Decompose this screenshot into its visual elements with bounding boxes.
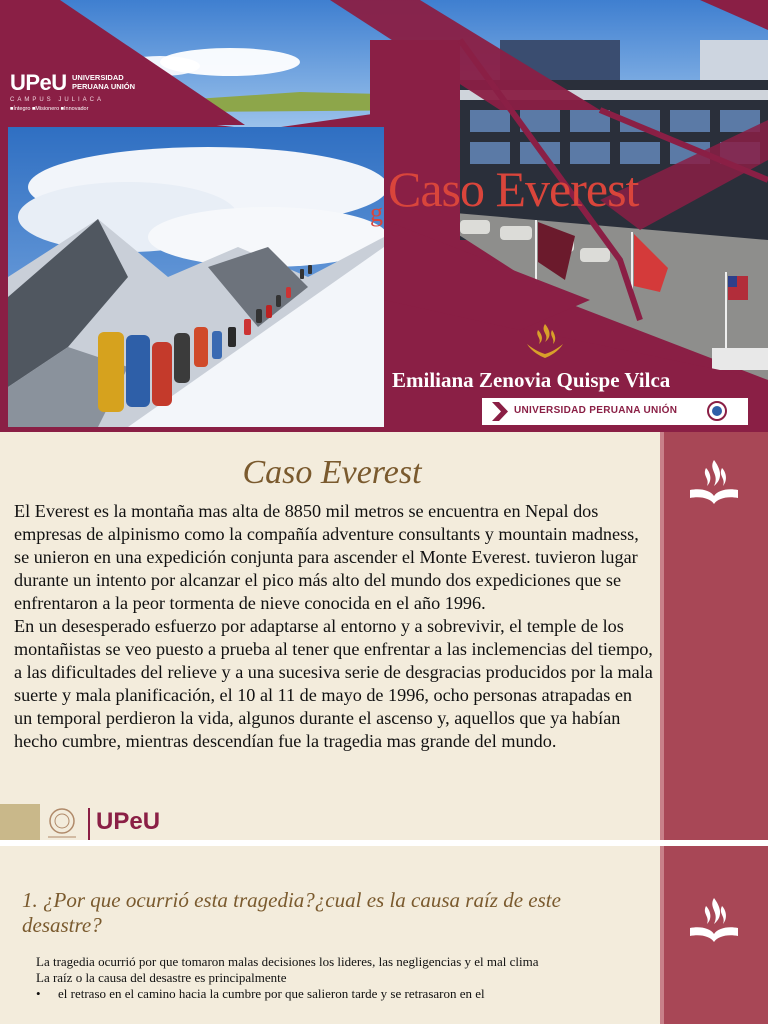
upeu-logo [10, 70, 140, 120]
title-prefix-glyph: g [370, 198, 383, 227]
logo-wordmark: UPeU [10, 70, 67, 95]
university-seal-icon [42, 806, 82, 840]
flame-book-logo-icon [686, 896, 742, 946]
paragraph-1: El Everest es la montaña mas alta de 8850 mil metros se encuentra en Nepal dos empresas de alpinismo como la compañía adventure consultants y mountain madness, se unieron en una expedición conjunta para ascender el Monte Everest. tuvieron lugar durante un intento por alcanzar el pico más alto del mundo dos expediciones que se enfrentaron a la peor tormenta de nieve conocida en el año 1996. [14, 501, 639, 613]
footer-divider [88, 808, 90, 840]
logo-values: ■Íntegro ■Misionero ■Innovador [10, 106, 89, 112]
question-slide [0, 846, 768, 1024]
presentation-title: Caso Everest [388, 161, 639, 217]
case-description [14, 500, 654, 753]
university-banner [482, 398, 748, 425]
bullet-marker: • [36, 986, 41, 1001]
logo-campus: CAMPUS JULIACA [10, 97, 105, 103]
chevron-right-icon [490, 402, 510, 421]
title-slide [0, 0, 768, 432]
question-heading: 1. ¿Por que ocurrió esta tragedia?¿cual es la causa raíz de este desastre? [22, 888, 561, 937]
paragraph-2: En un desesperado esfuerzo por adaptarse al entorno y a sobrevivir, el temple de los montañistas se veo puesto a prueba al tener que enfrentar a las inclemencias del tiempo, a las dificultades del relieve y a una sucesiva serie de desgracias producidos por la mala suerte y mala planificación, el 10 al 11 de mayo de 1996, ocho personas atrapadas en un temporal perdieron la vida, algunos durante el ascenso y, aquellos que ya habían hecho cumbre, mientras descendían fue la tragedia mas grande del mundo. [14, 616, 653, 751]
content-slide [0, 432, 768, 840]
author-name: Emiliana Zenovia Quispe Vilca [392, 368, 671, 392]
footer-wordmark: UPeU [96, 808, 161, 835]
footer-accent-bar [0, 804, 40, 840]
flame-hands-logo-icon [524, 322, 566, 360]
university-banner-text: UNIVERSIDAD PERUANA UNIÓN [514, 405, 678, 416]
logo-university-name: UNIVERSIDAD PERUANA UNIÓN [72, 73, 136, 91]
flame-book-logo-icon [686, 458, 742, 508]
answer-text [36, 954, 636, 1002]
bullet-text: el retraso en el camino hacia la cumbre por que salieron tarde y se retrasaron en el [58, 986, 485, 1001]
answer-line-2: La raíz o la causa del desastre es principalmente [36, 970, 287, 985]
answer-line-1: La tragedia ocurrió por que tomaron malas decisiones los lideres, las negligencias y el mal clima [36, 954, 539, 969]
answer-bullet-1 [36, 986, 636, 1002]
slide-title: Caso Everest [242, 454, 422, 491]
everest-climbers-photo [8, 127, 384, 427]
university-seal-icon [702, 400, 732, 422]
